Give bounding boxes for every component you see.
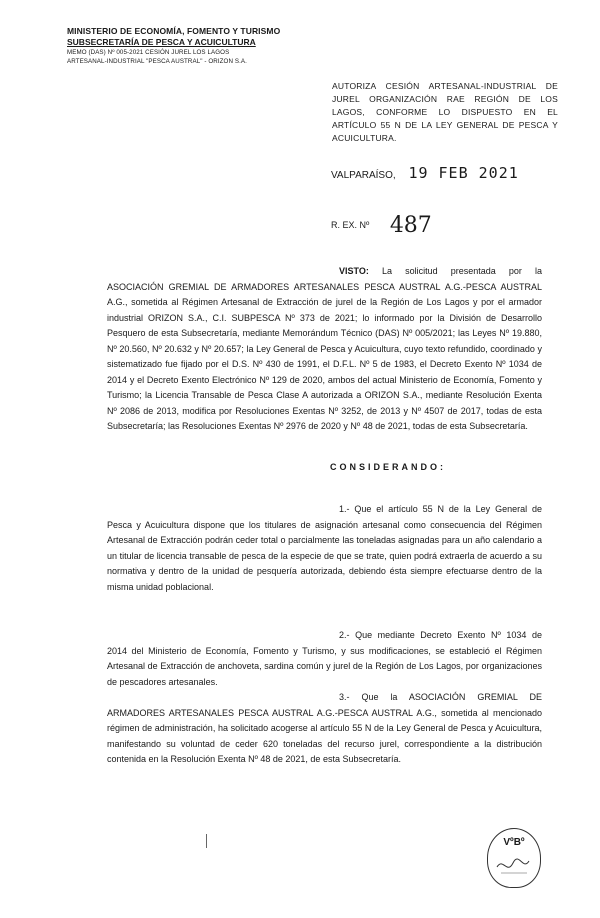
considerando-item-3 bbox=[107, 690, 542, 768]
visto-label: VISTO: bbox=[339, 266, 369, 276]
parties-reference: ARTESANAL-INDUSTRIAL "PESCA AUSTRAL" - ORIZON S.A. bbox=[67, 58, 247, 65]
approval-seal bbox=[487, 828, 541, 888]
considerando-title: CONSIDERANDO: bbox=[330, 462, 447, 472]
seal-signature bbox=[488, 853, 540, 881]
seal-text: VºBº bbox=[503, 837, 525, 848]
resolution-subject: AUTORIZA CESIÓN ARTESANAL-INDUSTRIAL DE JUREL ORGANIZACIÓN RAE REGIÓN DE LOS LAGOS, CONFORME LO DISPUESTO EN EL ARTÍCULO 55 N DE LA LEY GENERAL DE PESCA Y ACUICULTURA. bbox=[332, 81, 558, 143]
visto-paragraph bbox=[107, 264, 542, 435]
resolution-number: 487 bbox=[389, 213, 432, 238]
considerando-text-3: 3.- Que la ASOCIACIÓN GREMIAL DE ARMADORES ARTESANALES PESCA AUSTRAL A.G.-PESCA AUSTRAL A.G., sometida al mencionado régimen de administración, ha solicitado acogerse al artículo 55 N de la Ley General de Pesca y Acuicultura, manifestando su voluntad de ceder 620 toneladas del recurso jurel, correspondiente a la distribución contenida en la Resolución Exenta Nº 48 de 2021, de esta Subsecretaría. bbox=[107, 692, 542, 764]
signature-scribble bbox=[489, 853, 539, 879]
considerando-text-1: 1.- Que el artículo 55 N de la Ley General de Pesca y Acuicultura dispone que los titulares de asignación artesanal como consecuencia del Régimen Artesanal de Extracción podrán ceder total o parcialmente las toneladas asignadas para un año calendario a un titular de licencia transable de pesca de la especie de que se trate, quien podrá extraerla de acuerdo a su normativa y dentro de la unidad de pesquería autorizada, debiendo ésta siempre efectuarse dentro de la misma unidad poblacional. bbox=[107, 504, 542, 592]
considerando-item-1 bbox=[107, 502, 542, 595]
considerando-item-2 bbox=[107, 628, 542, 690]
city-label: VALPARAÍSO, bbox=[331, 170, 396, 181]
resolution-number-line bbox=[331, 213, 432, 238]
ministry-name: MINISTERIO DE ECONOMÍA, FOMENTO Y TURISMO bbox=[67, 26, 281, 36]
visto-text: La solicitud presentada por la ASOCIACIÓN GREMIAL DE ARMADORES ARTESANALES PESCA AUSTRAL A.G.-PESCA AUSTRAL A.G., sometida al Régimen Artesanal de Extracción de jurel de la Región de Los Lagos y por el armador industrial ORIZON S.A., C.I. SUBPESCA Nº 373 de 2021; lo informado por la División de Desarrollo Pesquero de esta Subsecretaría, mediante Memorándum Técnico (DAS) Nº 005/2021; las Leyes Nº 19.880, Nº 20.560, Nº 20.632 y Nº 20.657; la Ley General de Pesca y Acuicultura, cuyo texto refundido, coordinado y sistematizado fue fijado por el D.S. Nº 430 de 1991, el D.F.L. Nº 5 de 1983, el Decreto Exento Nº 1034 de 2014 y el Decreto Exento Electrónico Nº 129 de 2020, ambos del actual Ministerio de Economía, Fomento y Turismo; la Licencia Transable de Pesca Clase A autorizada a ORIZON S.A., mediante Resolución Exenta Nº 2086 de 2013, modifica por Resoluciones Exentas Nº 3252, de 2013 y Nº 4507 de 2017, todas de esta Subsecretaría; las Resoluciones Exentas Nº 2976 de 2020 y Nº 48 de 2021, todas de esta Subsecretaría. bbox=[107, 266, 542, 431]
date-stamp: 19 FEB 2021 bbox=[408, 164, 519, 182]
margin-mark bbox=[206, 834, 207, 848]
date-line bbox=[331, 164, 519, 182]
letterhead bbox=[67, 26, 297, 65]
considerando-text-2: 2.- Que mediante Decreto Exento Nº 1034 de 2014 del Ministerio de Economía, Fomento y Turismo, y sus modificaciones, se estableció el Régimen Artesanal de Extracción de anchoveta, sardina común y jurel de la Región de Los Lagos, por organizaciones de pescadores artesanales. bbox=[107, 630, 542, 687]
subsecretaria-name: SUBSECRETARÍA DE PESCA Y ACUICULTURA bbox=[67, 37, 256, 47]
resolution-label: R. EX. Nº bbox=[331, 220, 370, 230]
memo-reference: MEMO (DAS) Nº 005-2021 CESIÓN JUREL LOS LAGOS bbox=[67, 49, 230, 56]
